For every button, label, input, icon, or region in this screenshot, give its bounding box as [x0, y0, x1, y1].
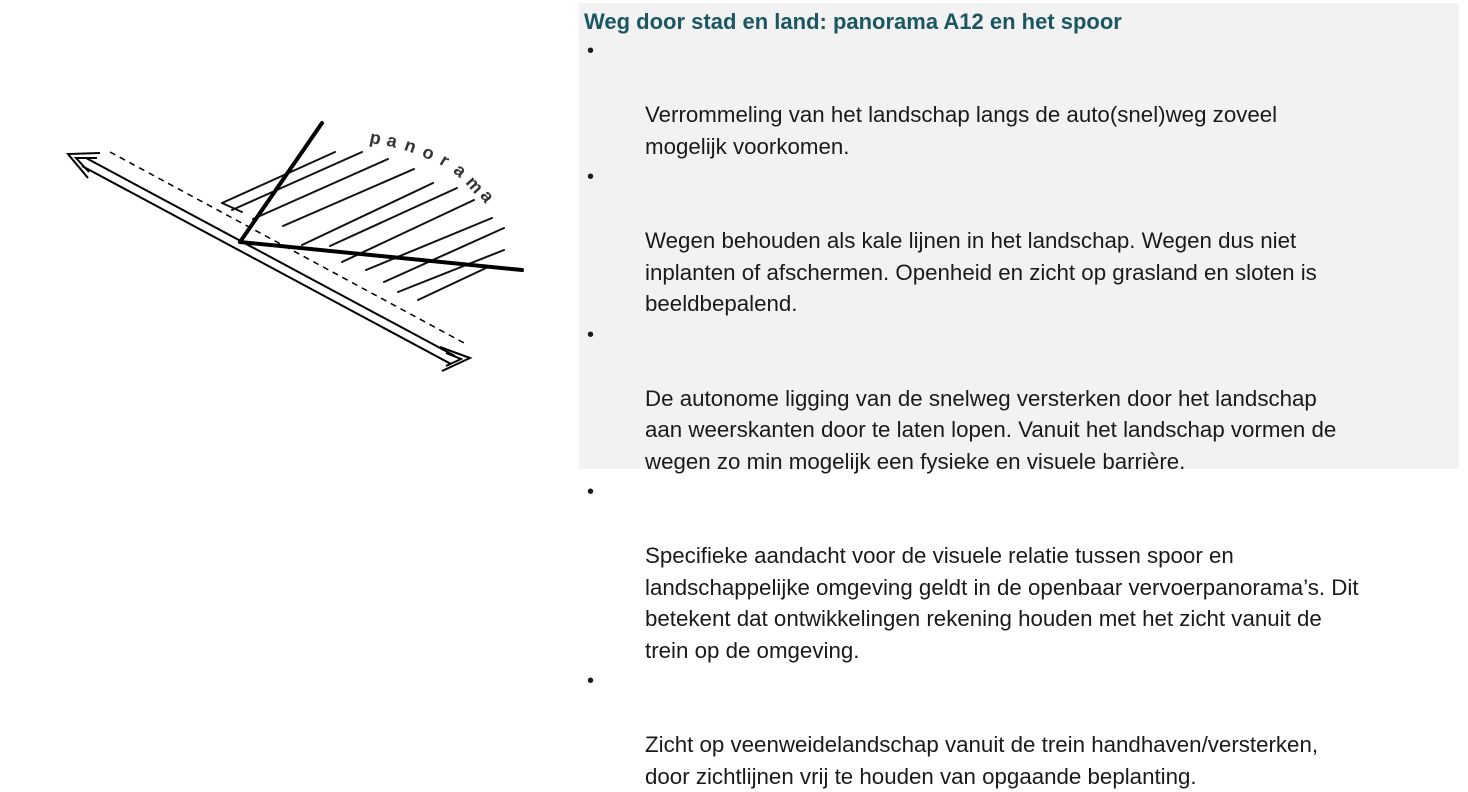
- road-arrow: [68, 153, 470, 371]
- label-letter: a: [449, 159, 471, 182]
- bullet-icon: •: [587, 40, 595, 62]
- label-letter: n: [401, 134, 420, 158]
- guideline-panel: [579, 3, 1459, 789]
- list-item: [584, 36, 1459, 162]
- label-letter: o: [419, 141, 438, 165]
- bullet-icon: •: [587, 670, 595, 692]
- list-item: [584, 666, 1459, 792]
- rail-dashed-line: [110, 149, 466, 344]
- panorama-illustration: [40, 100, 560, 400]
- list-item: [584, 320, 1459, 478]
- label-letter: a: [476, 186, 499, 207]
- bullet-icon: •: [587, 166, 595, 188]
- list-item-text: Verrommeling van het landschap langs de auto(snel)weg zoveel mogelijk voorkomen.: [645, 102, 1278, 159]
- label-letter: p: [368, 126, 383, 149]
- list-item-text: De autonome ligging van de snelweg versterken door het landschap aan weerskanten door te laten lopen. Vanuit het landschap vormen de wegen zo min mogelijk een fysieke en visuele barrière.: [645, 385, 1337, 474]
- list-item-text: Zicht op veenweidelandschap vanuit de trein handhaven/versterken, door zichtlijnen vrij te houden van opgaande beplanting.: [645, 732, 1319, 789]
- list-item: [584, 162, 1459, 320]
- guideline-list: [584, 36, 1459, 792]
- panorama-label: [368, 127, 499, 207]
- label-letter: m: [461, 172, 488, 198]
- list-item-text: Specifieke aandacht voor de visuele relatie tussen spoor en landschappelijke omgeving geldt in de openbaar vervoerpanorama’s. Dit betekent dat ontwikkelingen rekening houden met het zicht vanuit de trein op de omgeving.: [645, 543, 1359, 663]
- bullet-icon: •: [587, 323, 595, 346]
- panel-title: Weg door stad en land: panorama A12 en het spoor: [584, 9, 1122, 34]
- bullet-icon: •: [587, 481, 595, 503]
- list-item-text: Wegen behouden als kale lijnen in het landschap. Wegen dus niet inplanten of afschermen. Openheid en zicht op grasland en sloten is beeldbepalend.: [645, 228, 1317, 316]
- label-letter: r: [436, 149, 454, 171]
- label-letter: a: [384, 129, 400, 152]
- list-item: [584, 477, 1459, 666]
